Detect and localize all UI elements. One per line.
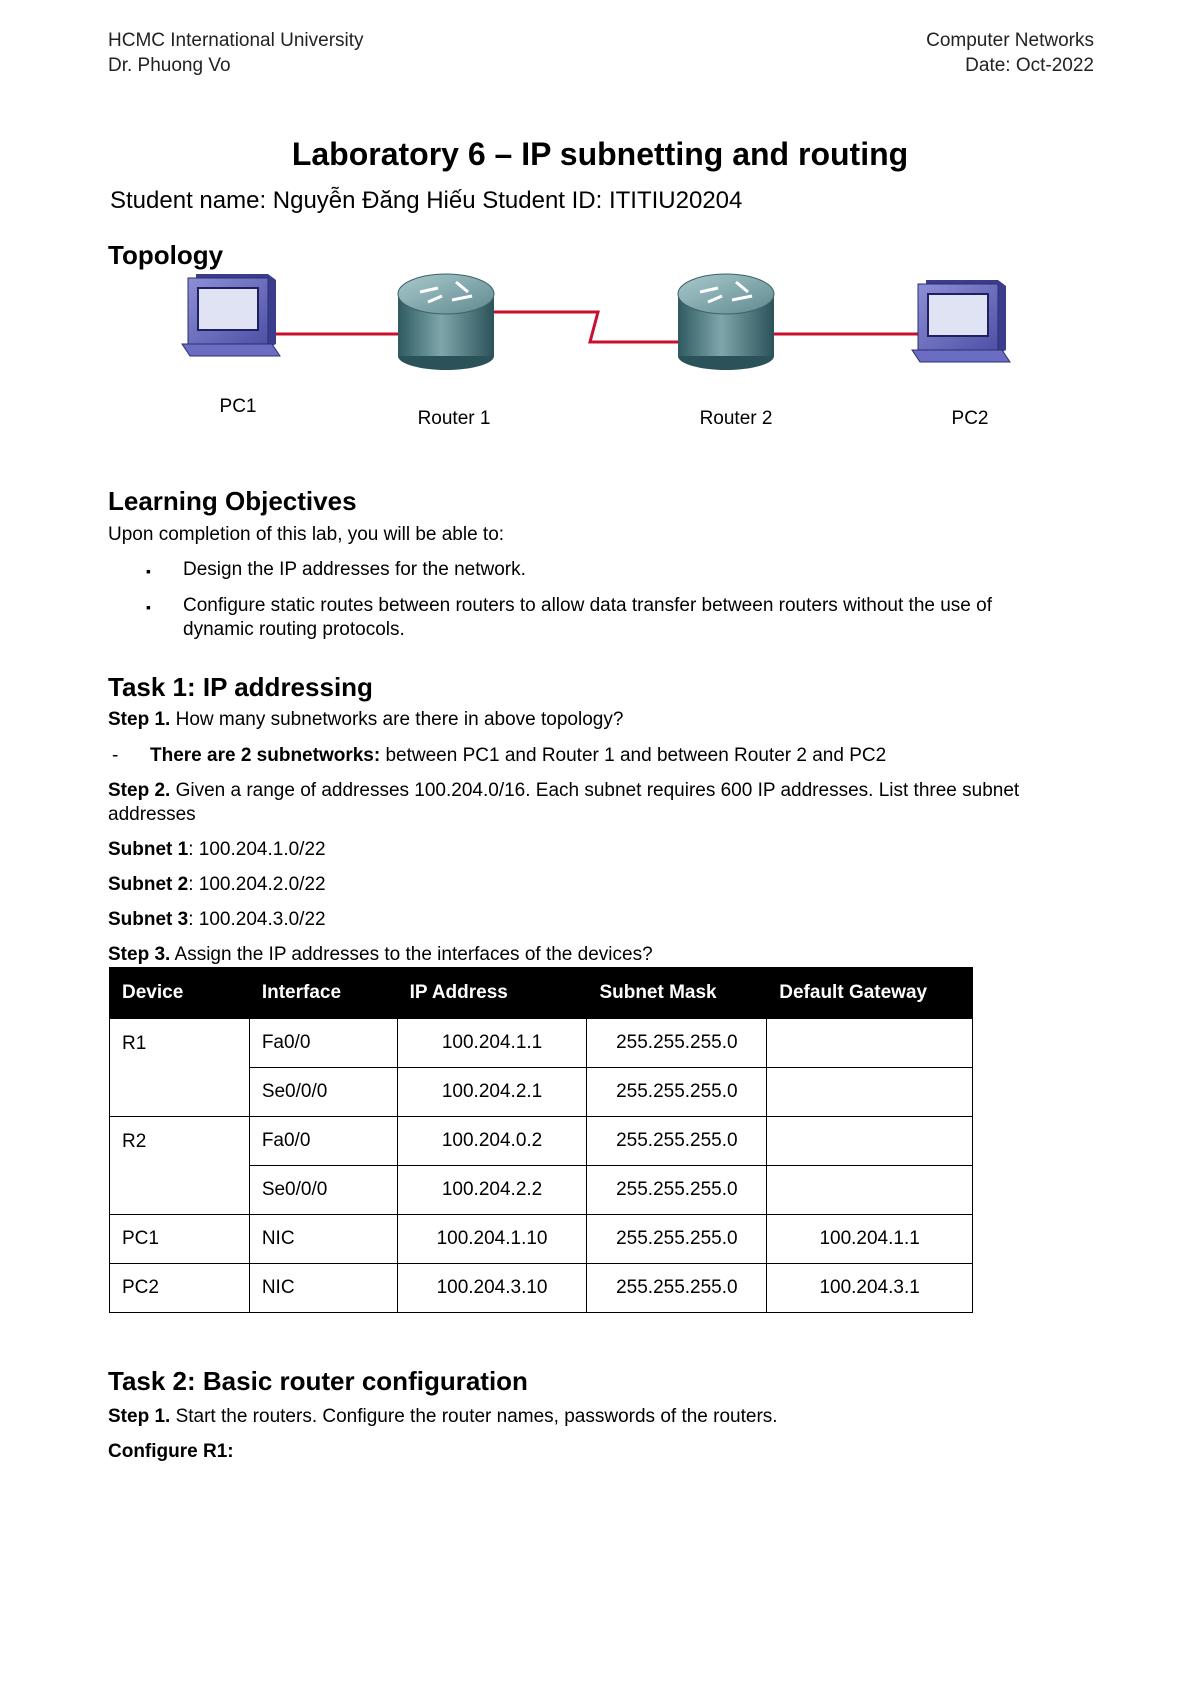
cell-device: PC2 [110, 1264, 250, 1313]
label-router2: Router 2 [699, 408, 773, 429]
dash-icon: - [112, 745, 119, 766]
subnet-3 [108, 908, 326, 932]
pc2-icon [912, 280, 1010, 362]
router1-icon [398, 274, 494, 370]
student-info: Student name: Nguyễn Đăng Hiếu Student ID: ITITIU20204 [110, 187, 743, 214]
col-subnet-mask: Subnet Mask [587, 968, 767, 1019]
link-router1-router2-serial [492, 312, 682, 342]
configure-r1-label: Configure R1: [108, 1441, 234, 1462]
cell-ip: 100.204.2.1 [397, 1068, 587, 1117]
cell-interface: NIC [249, 1264, 397, 1313]
col-default-gateway: Default Gateway [767, 968, 973, 1019]
objective-item: Configure static routes between routers to allow data transfer between routers without the use of [183, 595, 993, 616]
cell-mask: 255.255.255.0 [587, 1264, 767, 1313]
cell-gateway [767, 1117, 973, 1166]
subnet-2 [108, 873, 326, 897]
cell-mask: 255.255.255.0 [587, 1068, 767, 1117]
cell-gateway [767, 1166, 973, 1215]
cell-interface: Se0/0/0 [249, 1166, 397, 1215]
cell-interface: Fa0/0 [249, 1019, 397, 1068]
cell-mask: 255.255.255.0 [587, 1019, 767, 1068]
cell-ip: 100.204.1.1 [397, 1019, 587, 1068]
task2-step1 [108, 1405, 778, 1429]
step-text: Assign the IP addresses to the interfaces of the devices? [170, 944, 653, 965]
cell-interface: Se0/0/0 [249, 1068, 397, 1117]
subnet-value: : 100.204.3.0/22 [188, 909, 326, 930]
col-interface: Interface [249, 968, 397, 1019]
label-router1: Router 1 [417, 408, 491, 429]
bullet-icon: ▪ [146, 563, 151, 579]
cell-ip: 100.204.3.10 [397, 1264, 587, 1313]
cell-device: R2 [110, 1117, 250, 1215]
header-course: Computer Networks [926, 30, 1094, 51]
subnet-label: Subnet 1 [108, 839, 189, 860]
bullet-icon: ▪ [146, 599, 151, 615]
answer-text: between PC1 and Router 1 and between Router 2 and PC2 [380, 745, 887, 766]
cell-interface: Fa0/0 [249, 1117, 397, 1166]
cell-gateway: 100.204.3.1 [767, 1264, 973, 1313]
objectives-intro: Upon completion of this lab, you will be able to: [108, 524, 505, 545]
pc1-icon [182, 274, 280, 356]
step-label: Step 1. [108, 1406, 171, 1427]
cell-gateway [767, 1068, 973, 1117]
table-row [110, 1215, 973, 1264]
topology-diagram [170, 262, 1050, 437]
subnet-label: Subnet 3 [108, 909, 189, 930]
cell-mask: 255.255.255.0 [587, 1215, 767, 1264]
col-device: Device [110, 968, 250, 1019]
task1-step2 [108, 779, 1019, 803]
objectives-heading: Learning Objectives [108, 486, 357, 516]
objective-item-cont: dynamic routing protocols. [183, 619, 405, 640]
cell-device: R1 [110, 1019, 250, 1117]
task2-heading: Task 2: Basic router configuration [108, 1366, 528, 1396]
table-header-row [110, 968, 973, 1019]
cell-ip: 100.204.0.2 [397, 1117, 587, 1166]
cell-device: PC1 [110, 1215, 250, 1264]
header-university: HCMC International University [108, 30, 364, 51]
header-lecturer: Dr. Phuong Vo [108, 55, 231, 76]
subnet-value: : 100.204.2.0/22 [188, 874, 326, 895]
subnet-label: Subnet 2 [108, 874, 189, 895]
table-row [110, 1019, 973, 1068]
header-date: Date: Oct-2022 [965, 55, 1094, 76]
task1-step1 [108, 708, 623, 732]
step-label: Step 3. [108, 944, 171, 965]
step-label: Step 2. [108, 780, 171, 801]
label-pc1: PC1 [219, 396, 257, 417]
objective-item: Design the IP addresses for the network. [183, 559, 526, 580]
task1-answer [150, 744, 886, 768]
ip-address-table [109, 967, 973, 1313]
cell-gateway [767, 1019, 973, 1068]
subnet-value: : 100.204.1.0/22 [188, 839, 326, 860]
step-text: Start the routers. Configure the router names, passwords of the routers. [170, 1406, 778, 1427]
table-row [110, 1264, 973, 1313]
col-ip-address: IP Address [397, 968, 587, 1019]
cell-mask: 255.255.255.0 [587, 1166, 767, 1215]
subnet-1 [108, 838, 326, 862]
router2-icon [678, 274, 774, 370]
task1-heading: Task 1: IP addressing [108, 672, 373, 702]
task1-step3 [108, 943, 653, 967]
step-text: How many subnetworks are there in above topology? [170, 709, 624, 730]
cell-ip: 100.204.1.10 [397, 1215, 587, 1264]
cell-ip: 100.204.2.2 [397, 1166, 587, 1215]
step-label: Step 1. [108, 709, 171, 730]
page-title: Laboratory 6 – IP subnetting and routing [291, 136, 909, 172]
step-text: Given a range of addresses 100.204.0/16. Each subnet requires 600 IP addresses. List three subnet [170, 780, 1020, 801]
task1-step2-cont: addresses [108, 804, 196, 825]
label-pc2: PC2 [951, 408, 989, 429]
cell-mask: 255.255.255.0 [587, 1117, 767, 1166]
cell-gateway: 100.204.1.1 [767, 1215, 973, 1264]
answer-bold: There are 2 subnetworks: [150, 745, 381, 766]
table-row [110, 1117, 973, 1166]
cell-interface: NIC [249, 1215, 397, 1264]
topology-heading: Topology [108, 240, 224, 270]
